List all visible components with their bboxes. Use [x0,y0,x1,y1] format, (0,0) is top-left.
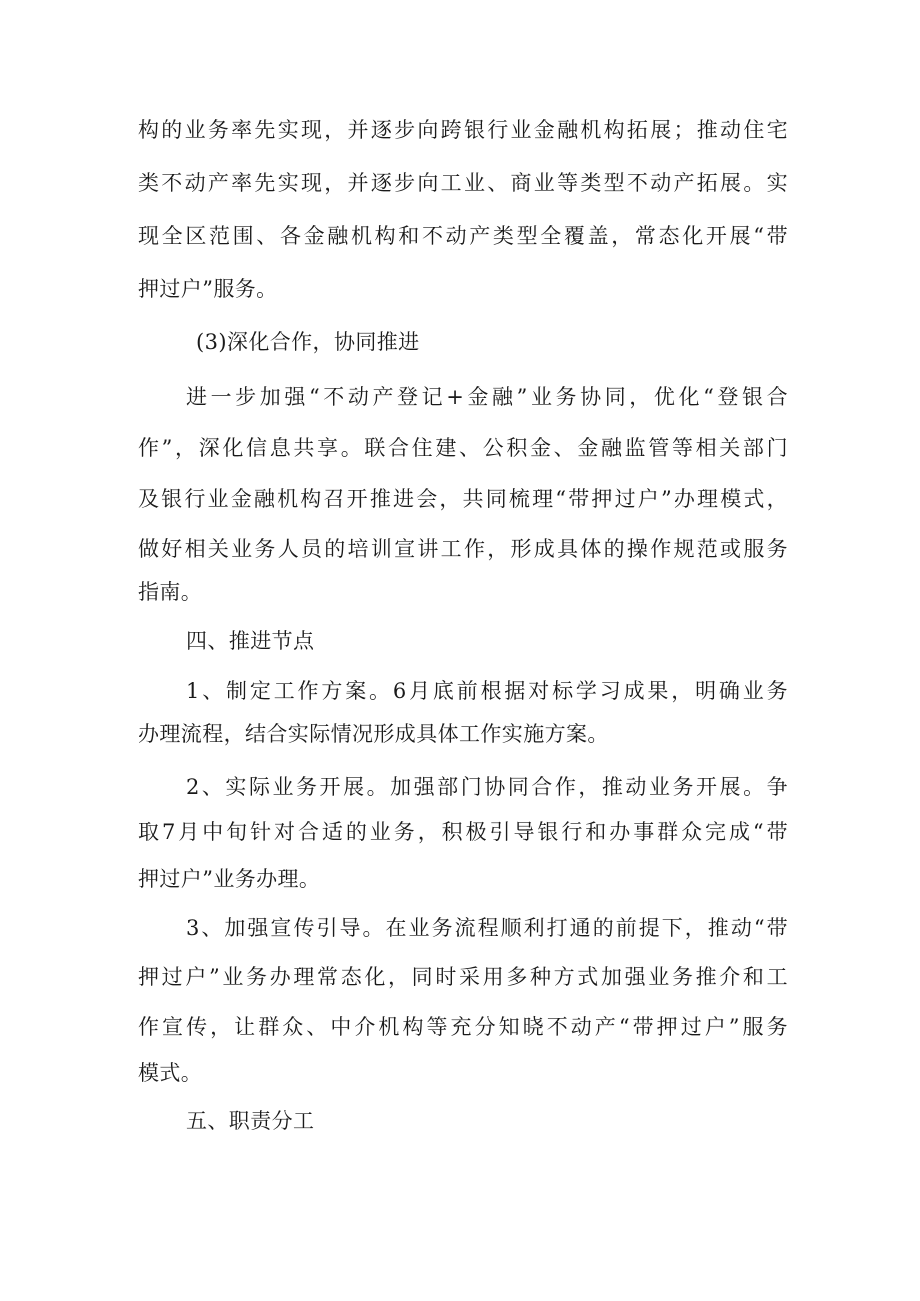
paragraph-line: 作”，深化信息共享。联合住建、公积金、金融监管等相关部门 [138,436,788,460]
section-heading-4: 四、推进节点 [186,629,315,653]
paragraph-line: 现全区范围、各金融机构和不动产类型全覆盖，常态化开展“带 [138,224,788,248]
list-item-line: 办理流程，结合实际情况形成具体工作实施方案。 [138,722,609,746]
paragraph-line: 类不动产率先实现，并逐步向工业、商业等类型不动产拓展。实 [138,171,788,195]
paragraph-line: 及银行业金融机构召开推进会，共同梳理“带押过户”办理模式， [138,487,788,511]
paragraph-line: 押过户”服务。 [138,277,278,301]
list-item-line: 押过户”业务办理常态化，同时采用多种方式加强业务推介和工 [138,965,788,989]
paragraph-line: 构的业务率先实现，并逐步向跨银行业金融机构拓展；推动住宅 [138,118,788,142]
list-item-line: 3、加强宣传引导。在业务流程顺利打通的前提下，推动“带 [186,916,788,940]
list-item-line: 作宣传，让群众、中介机构等充分知晓不动产“带押过户”服务 [138,1015,788,1039]
paragraph-line: 指南。 [138,580,203,604]
subheading-3: (3)深化合作，协同推进 [196,330,420,354]
section-heading-5: 五、职责分工 [186,1109,315,1133]
list-item-line: 取7月中旬针对合适的业务，积极引导银行和办事群众完成“带 [138,820,788,844]
list-item-line: 押过户”业务办理。 [138,867,321,891]
list-item-line: 模式。 [138,1061,203,1085]
list-item-line: 2、实际业务开展。加强部门协同合作，推动业务开展。争 [186,775,788,799]
list-item-line: 1、制定工作方案。6月底前根据对标学习成果，明确业务 [186,679,788,703]
paragraph-line: 进一步加强“不动产登记+金融”业务协同，优化“登银合 [186,385,788,409]
paragraph-line: 做好相关业务人员的培训宣讲工作，形成具体的操作规范或服务 [138,537,788,561]
